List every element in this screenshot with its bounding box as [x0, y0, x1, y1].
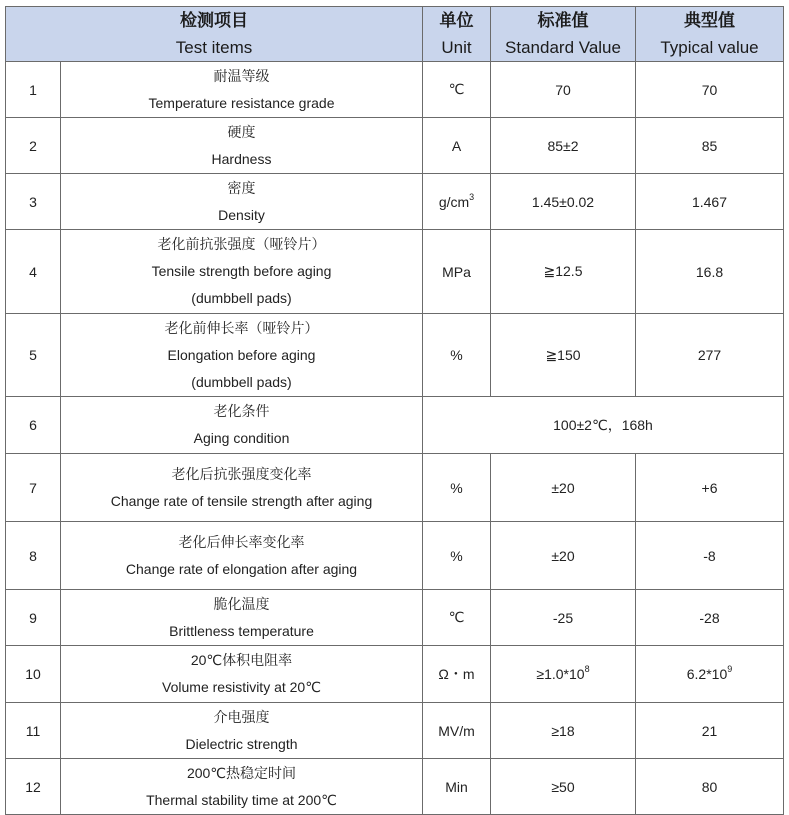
row-number: 5: [6, 314, 61, 397]
test-item-cell: [61, 646, 423, 703]
header-std-zh: 标准值: [537, 11, 589, 30]
header-test-items: [6, 7, 423, 62]
unit-cell: MPa: [423, 230, 491, 314]
standard-value-cell: -25: [491, 590, 636, 646]
item-zh: 硬度: [227, 123, 256, 140]
item-en: Temperature resistance grade: [148, 94, 335, 111]
item-zh: 介电强度: [213, 708, 270, 725]
standard-value-cell: ≧12.5: [491, 230, 636, 314]
item-zh: 老化条件: [213, 403, 270, 419]
item-en: Hardness: [211, 150, 272, 167]
unit-cell: %: [423, 522, 491, 590]
standard-value-cell: ≥18: [491, 703, 636, 759]
table-row: [6, 522, 784, 590]
row-number: 7: [6, 454, 61, 522]
header-row: [6, 7, 784, 62]
table-row: [6, 590, 784, 646]
test-item-cell: [61, 174, 423, 230]
typical-value-cell: 80: [636, 759, 784, 815]
table-row: [6, 314, 784, 397]
header-unit-en: Unit: [441, 38, 472, 57]
header-unit-zh: 单位: [439, 11, 474, 30]
row-number: 12: [6, 759, 61, 815]
header-typ-zh: 典型值: [684, 11, 735, 30]
header-item-en: Test items: [175, 38, 253, 57]
typical-value-cell: 70: [636, 62, 784, 118]
test-item-cell: [61, 314, 423, 397]
typ-superscript: 9: [727, 664, 733, 675]
item-en: Aging condition: [193, 430, 290, 446]
unit-cell: Min: [423, 759, 491, 815]
item-en: Volume resistivity at 20℃: [162, 679, 321, 695]
standard-value-cell: 70: [491, 62, 636, 118]
standard-value-cell: 1.45±0.02: [491, 174, 636, 230]
item-zh: 老化后抗张强度变化率: [171, 465, 312, 482]
table-row: [6, 454, 784, 522]
row-number: 6: [6, 397, 61, 454]
unit-cell: MV/m: [423, 703, 491, 759]
test-item-cell: [61, 703, 423, 759]
test-item-cell: [61, 397, 423, 454]
test-item-cell: [61, 522, 423, 590]
item-zh: 20℃体积电阻率: [190, 652, 293, 668]
table-header: [6, 7, 784, 62]
item-en: Brittleness temperature: [169, 622, 314, 639]
item-en: Dielectric strength: [185, 735, 298, 752]
test-item-cell: [61, 454, 423, 522]
spec-table-wrapper: [5, 6, 784, 815]
item-en: Tensile strength before aging: [151, 263, 332, 279]
item-en-note: (dumbbell pads): [191, 290, 292, 306]
typical-value-cell: -28: [636, 590, 784, 646]
item-zh: 耐温等级: [213, 67, 270, 84]
header-item-zh: 检测项目: [180, 11, 248, 30]
item-zh: 密度: [227, 179, 256, 196]
test-item-cell: [61, 62, 423, 118]
unit-cell: %: [423, 314, 491, 397]
table-row: [6, 703, 784, 759]
unit-cell: ℃: [423, 62, 491, 118]
table-row: [6, 62, 784, 118]
std-base: ≥1.0*10: [536, 666, 585, 682]
item-zh: 老化前伸长率（哑铃片）: [164, 319, 319, 336]
table-row: [6, 230, 784, 314]
typical-value-cell: 1.467: [636, 174, 784, 230]
table-body: [6, 62, 784, 815]
item-zh: 老化后伸长率变化率: [178, 533, 305, 550]
header-std-en: Standard Value: [505, 38, 621, 57]
unit-cell: ℃: [423, 590, 491, 646]
std-superscript: 8: [584, 664, 590, 675]
row-number: 10: [6, 646, 61, 703]
table-row: [6, 397, 784, 454]
typical-value-cell: +6: [636, 454, 784, 522]
header-typ-en: Typical value: [660, 38, 759, 57]
row-number: 3: [6, 174, 61, 230]
row-number: 4: [6, 230, 61, 314]
aging-condition-value: 100±2℃，168h: [423, 397, 784, 454]
item-en-note: (dumbbell pads): [191, 373, 292, 390]
header-typical-value: [636, 7, 784, 62]
typical-value-cell: -8: [636, 522, 784, 590]
header-standard-value: [491, 7, 636, 62]
table-row: [6, 759, 784, 815]
typical-value-cell: 21: [636, 703, 784, 759]
standard-value-cell: [491, 646, 636, 703]
row-number: 8: [6, 522, 61, 590]
unit-cell: A: [423, 118, 491, 174]
standard-value-cell: ≧150: [491, 314, 636, 397]
test-item-cell: [61, 230, 423, 314]
test-item-cell: [61, 759, 423, 815]
typical-value-cell: 277: [636, 314, 784, 397]
row-number: 1: [6, 62, 61, 118]
table-row: [6, 646, 784, 703]
standard-value-cell: ±20: [491, 454, 636, 522]
standard-value-cell: 85±2: [491, 118, 636, 174]
item-en: Thermal stability time at 200℃: [146, 791, 337, 808]
item-en: Change rate of tensile strength after aging: [110, 492, 373, 509]
table-row: [6, 174, 784, 230]
item-zh: 200℃热稳定时间: [186, 764, 297, 781]
test-item-cell: [61, 590, 423, 646]
standard-value-cell: ≥50: [491, 759, 636, 815]
item-en: Elongation before aging: [167, 346, 316, 363]
unit-cell: %: [423, 454, 491, 522]
item-zh: 脆化温度: [213, 595, 270, 612]
test-item-cell: [61, 118, 423, 174]
row-number: 9: [6, 590, 61, 646]
typical-value-cell: [636, 646, 784, 703]
typical-value-cell: 16.8: [636, 230, 784, 314]
unit-base: g/cm: [438, 193, 470, 210]
unit-superscript: 3: [469, 191, 475, 202]
item-zh: 老化前抗张强度（哑铃片）: [157, 236, 326, 252]
standard-value-cell: ±20: [491, 522, 636, 590]
row-number: 2: [6, 118, 61, 174]
unit-cell: [423, 174, 491, 230]
spec-table: [5, 6, 784, 815]
unit-cell: Ω・m: [423, 646, 491, 703]
table-row: [6, 118, 784, 174]
header-unit: [423, 7, 491, 62]
item-en: Density: [218, 206, 265, 223]
typical-value-cell: 85: [636, 118, 784, 174]
row-number: 11: [6, 703, 61, 759]
item-en: Change rate of elongation after aging: [125, 560, 358, 577]
typ-base: 6.2*10: [686, 666, 728, 682]
